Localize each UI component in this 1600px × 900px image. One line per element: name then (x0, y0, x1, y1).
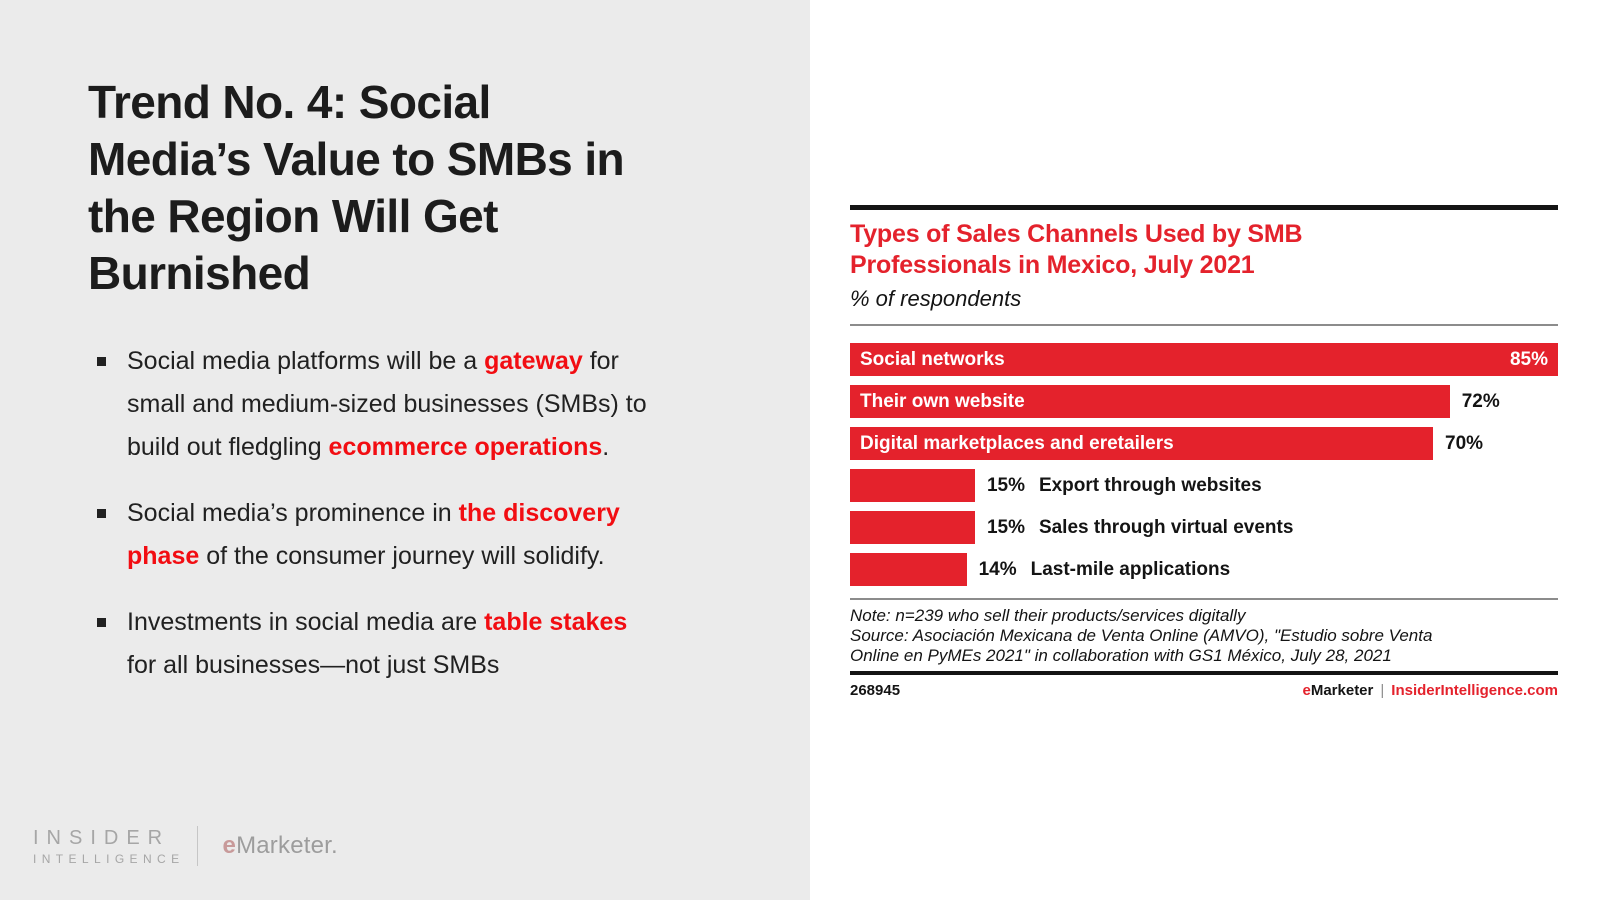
bar-digital-marketplaces (850, 427, 1433, 460)
insider-logo-line2: INTELLIGENCE (33, 851, 185, 866)
emarketer-footer-e: e (1302, 682, 1311, 699)
chart-notes (850, 606, 1462, 666)
bar-row-export-websites (850, 469, 1558, 502)
bullet-text: . (602, 433, 610, 461)
bar-category-label: Export through websites (1038, 474, 1262, 496)
bar-row-social-networks (850, 343, 1558, 376)
slide-title-line: Trend No. 4: Social (88, 76, 491, 128)
chart-source: Source: Asociación Mexicana de Venta Online (AMVO), "Estudio sobre Venta Online en PyMEs 2021" in collaboration with GS1 México, July 28, 2021 (850, 626, 1433, 665)
slide-title-line: Burnished (88, 247, 311, 299)
slide-title (88, 74, 748, 302)
bullet-text: of the consumer journey will solidify. (199, 542, 605, 570)
bullet-text: Social media’s prominence in (127, 499, 459, 527)
bar-row-virtual-events (850, 511, 1558, 544)
chart-footer (850, 682, 1558, 699)
brand-footer (33, 826, 338, 866)
chart-title-line: Types of Sales Channels Used by SMB (850, 220, 1303, 248)
bullet-item (96, 492, 658, 578)
bullet-emphasis: table stakes (484, 608, 628, 636)
insider-intelligence-logo (33, 828, 185, 865)
emarketer-footer-text: Marketer (1310, 682, 1374, 699)
chart-note: Note: n=239 who sell their products/services digitally (850, 606, 1246, 625)
emarketer-logo (223, 832, 338, 860)
bullet-emphasis: ecommerce operations (328, 433, 603, 461)
chart-title (850, 219, 1558, 281)
bullet-emphasis: the discovery phase (127, 499, 620, 570)
bullet-list (96, 340, 658, 710)
bar-virtual-events (850, 511, 975, 544)
bar-chart (850, 343, 1558, 586)
chart-id: 268945 (850, 682, 901, 699)
chart-panel (850, 205, 1558, 699)
bar-value-label: 72% (1461, 390, 1500, 412)
insider-logo-line1: INSIDER (33, 826, 171, 849)
logo-divider (197, 826, 198, 866)
bar-row-digital-marketplaces (850, 427, 1558, 460)
bar-last-mile (850, 553, 967, 586)
insider-intelligence-url: InsiderIntelligence.com (1391, 682, 1558, 699)
slide-title-line: the Region Will Get (88, 190, 498, 242)
chart-bottom-rule (850, 671, 1558, 675)
bar-export-websites (850, 469, 975, 502)
emarketer-logo-e: e (222, 832, 237, 859)
chart-footer-brand (1302, 682, 1558, 699)
bar-value-label: 70% (1445, 432, 1484, 454)
bar-own-website (850, 385, 1450, 418)
footer-separator: | (1380, 682, 1385, 699)
bar-row-own-website (850, 385, 1558, 418)
bar-category-label: Sales through virtual events (1038, 516, 1294, 538)
bullet-item (96, 601, 658, 687)
bar-value-label: 15% (986, 474, 1025, 496)
bar-category-label: Last-mile applications (1030, 558, 1231, 580)
bar-category-label: Their own website (860, 390, 1025, 412)
bar-row-last-mile (850, 553, 1558, 586)
bullet-emphasis: gateway (484, 347, 583, 375)
bar-category-label: Social networks (860, 348, 1005, 370)
bar-category-label: Digital marketplaces and eretailers (860, 432, 1174, 454)
bar-value-label: 15% (986, 516, 1025, 538)
bullet-text: Social media platforms will be a (127, 347, 485, 375)
chart-subtitle: % of respondents (850, 286, 1022, 311)
chart-divider-top (850, 324, 1558, 326)
slide-title-line: Media’s Value to SMBs in (88, 133, 625, 185)
emarketer-logo-text: Marketer. (236, 832, 338, 859)
bar-value-label: 14% (978, 558, 1017, 580)
bullet-text: Investments in social media are (127, 608, 485, 636)
bullet-text: for small and medium-sized businesses (SMBs) to build out fledgling (127, 347, 647, 461)
bullet-item (96, 340, 658, 469)
bar-value-label: 85% (1509, 348, 1548, 370)
bar-social-networks (850, 343, 1558, 376)
bullet-text: for all businesses—not just SMBs (127, 651, 500, 679)
chart-divider-bottom (850, 598, 1558, 600)
chart-title-line: Professionals in Mexico, July 2021 (850, 251, 1255, 279)
chart-top-rule (850, 205, 1558, 210)
